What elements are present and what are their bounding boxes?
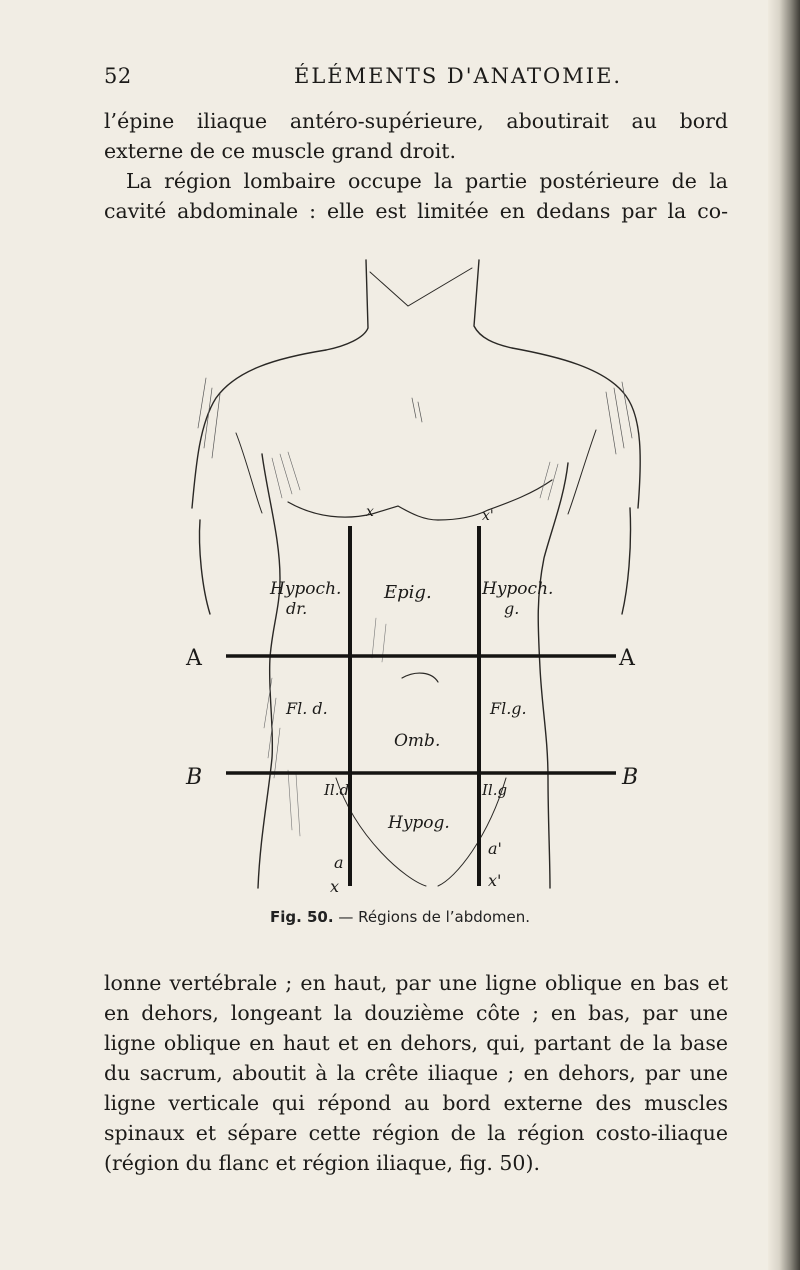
left-chest-shading: [272, 452, 300, 498]
text-line: spinaux et sépare cette région de la région costo-iliaque: [104, 1121, 728, 1145]
hypochondre-droit-abbrev: dr.: [286, 599, 308, 618]
text-line: externe de ce muscle grand droit.: [104, 139, 457, 163]
figure-number: Fig. 50.: [269, 908, 334, 926]
hypogastre-label: Hypog.: [388, 813, 450, 833]
sternum-shading: [412, 398, 422, 422]
text-line: ligne verticale qui répond au bord externe des muscles: [104, 1091, 728, 1115]
hypochondre-gauche-label: Hypoch.: [482, 579, 554, 599]
right-arm-outline: [622, 508, 631, 614]
left-pectoral-line: [236, 433, 262, 513]
hypochondre-droit-label: Hypoch.: [270, 579, 342, 599]
top-x-prime-label: x': [482, 508, 494, 524]
hypochondre-gauche-abbrev: g.: [504, 599, 520, 618]
flanc-droit-label: Fl. d.: [286, 699, 328, 718]
text-line: du sacrum, aboutit à la crête iliaque ; en dehors, par une: [104, 1061, 728, 1085]
point-x-prime-label: x': [488, 871, 502, 890]
neck-left-outline: [326, 260, 368, 350]
inguinal-shading: [288, 770, 300, 836]
right-chest-shading: [540, 462, 558, 500]
page-edge-shadow: [768, 0, 800, 1270]
running-title: ÉLÉMENTS D'ANATOMIE.: [294, 64, 623, 88]
neck-right-outline: [474, 260, 512, 348]
neck-cleft: [370, 268, 472, 306]
figure-illustration: [176, 258, 666, 898]
iliaque-gauche-label: Il.g: [482, 781, 508, 799]
text-line: lonne vertébrale ; en haut, par une ligne oblique en bas et: [104, 971, 728, 995]
abdomen-regions-figure: [176, 258, 666, 898]
text-line: ligne oblique en haut et en dehors, qui, partant de la base: [104, 1031, 728, 1055]
right-shoulder-shading: [606, 382, 632, 454]
line-a-right-label: A: [619, 646, 635, 671]
line-b-right-label: B: [622, 765, 639, 790]
text-line: La région lombaire occupe la partie postérieure de la: [126, 169, 728, 193]
point-a-label: a: [334, 853, 344, 872]
flanc-gauche-label: Fl.g.: [490, 699, 527, 718]
top-x-label: x: [366, 504, 374, 520]
text-line: l’épine iliaque antéro-supérieure, aboutirait au bord: [104, 109, 728, 133]
text-line: en dehors, longeant la douzième côte ; en bas, par une: [104, 1001, 728, 1025]
figure-caption-text: — Régions de l’abdomen.: [333, 908, 531, 926]
left-arm-outline: [199, 520, 210, 614]
costal-margin-left: [288, 502, 438, 520]
right-pectoral-line: [568, 430, 596, 514]
line-b-left-label: B: [186, 765, 203, 790]
figure-caption: [0, 908, 800, 926]
left-shoulder-shading: [198, 378, 220, 458]
left-shoulder-outline: [192, 350, 326, 508]
ombilicale-label: Omb.: [394, 731, 441, 751]
paragraph-top: [104, 106, 728, 226]
point-x-label: x: [330, 877, 340, 896]
trunk-right-outline: [538, 463, 568, 888]
page-number: 52: [104, 64, 132, 88]
text-line: cavité abdominale : elle est limitée en dedans par la co-: [104, 199, 728, 223]
costal-margin-right: [438, 480, 552, 520]
trunk-left-outline: [258, 454, 280, 888]
umbilicus-mark: [402, 673, 438, 682]
paragraph-bottom: [104, 968, 728, 1178]
line-a-left-label: A: [186, 646, 202, 671]
running-header: [104, 64, 724, 94]
iliaque-droite-label: Il.d: [324, 781, 350, 799]
point-a-prime-label: a': [488, 839, 502, 858]
text-line: (région du flanc et région iliaque, fig. 50).: [104, 1151, 540, 1175]
epigastre-label: Epig.: [384, 582, 432, 603]
